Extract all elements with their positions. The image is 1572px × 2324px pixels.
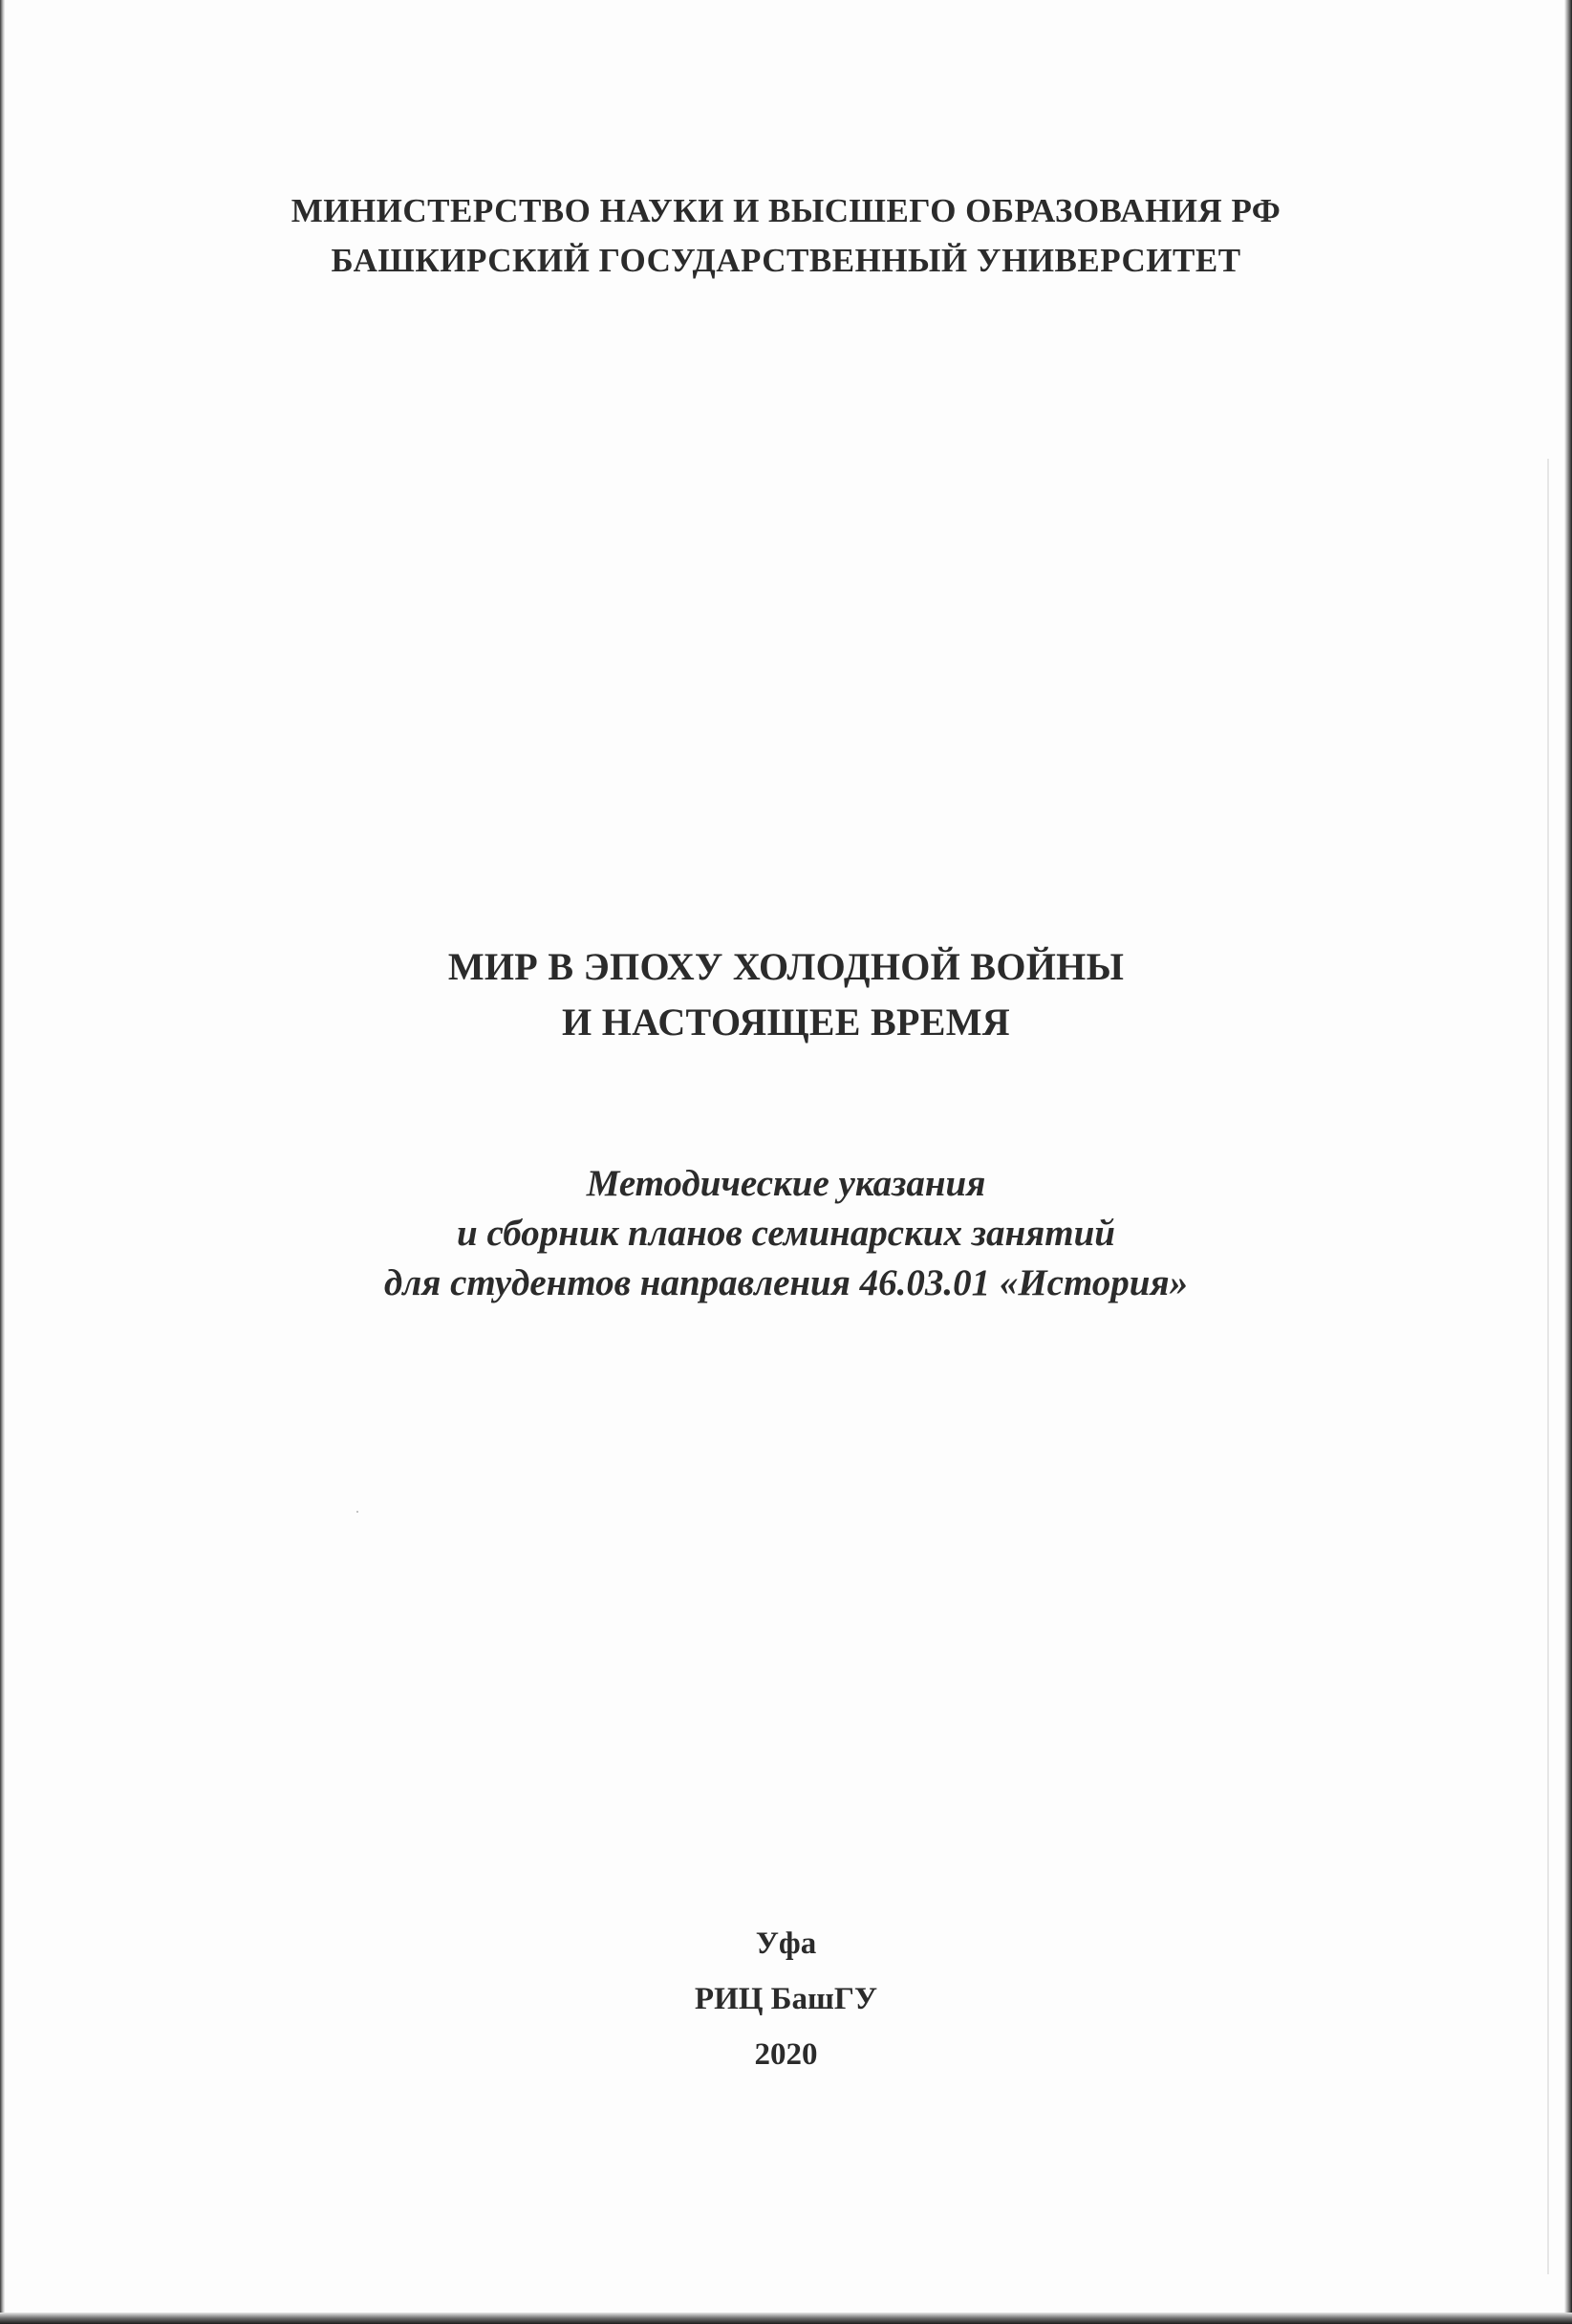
document-title [0,939,1572,1050]
imprint-year: 2020 [754,2037,818,2072]
scan-speck [356,1511,358,1513]
title-line-2: И НАСТОЯЩЕЕ ВРЕМЯ [562,1001,1010,1044]
university-name: БАШКИРСКИЙ ГОСУДАРСТВЕННЫЙ УНИВЕРСИТЕТ [331,242,1241,279]
ministry-name: МИНИСТЕРСТВО НАУКИ И ВЫСШЕГО ОБРАЗОВАНИЯ РФ [291,192,1281,229]
document-subtitle [0,1159,1572,1308]
imprint-publisher: РИЦ БашГУ [694,1982,878,2016]
imprint-city: Уфа [755,1926,817,1961]
subtitle-line-1: Методические указания [586,1163,986,1204]
subtitle-line-3: для студентов направления 46.03.01 «История» [383,1262,1189,1303]
institution-header [0,186,1572,286]
imprint [0,1916,1572,2082]
scan-edge-bottom [0,2313,1572,2324]
subtitle-line-2: и сборник планов семинарских занятий [457,1213,1115,1254]
title-line-1: МИР В ЭПОХУ ХОЛОДНОЙ ВОЙНЫ [447,945,1125,988]
